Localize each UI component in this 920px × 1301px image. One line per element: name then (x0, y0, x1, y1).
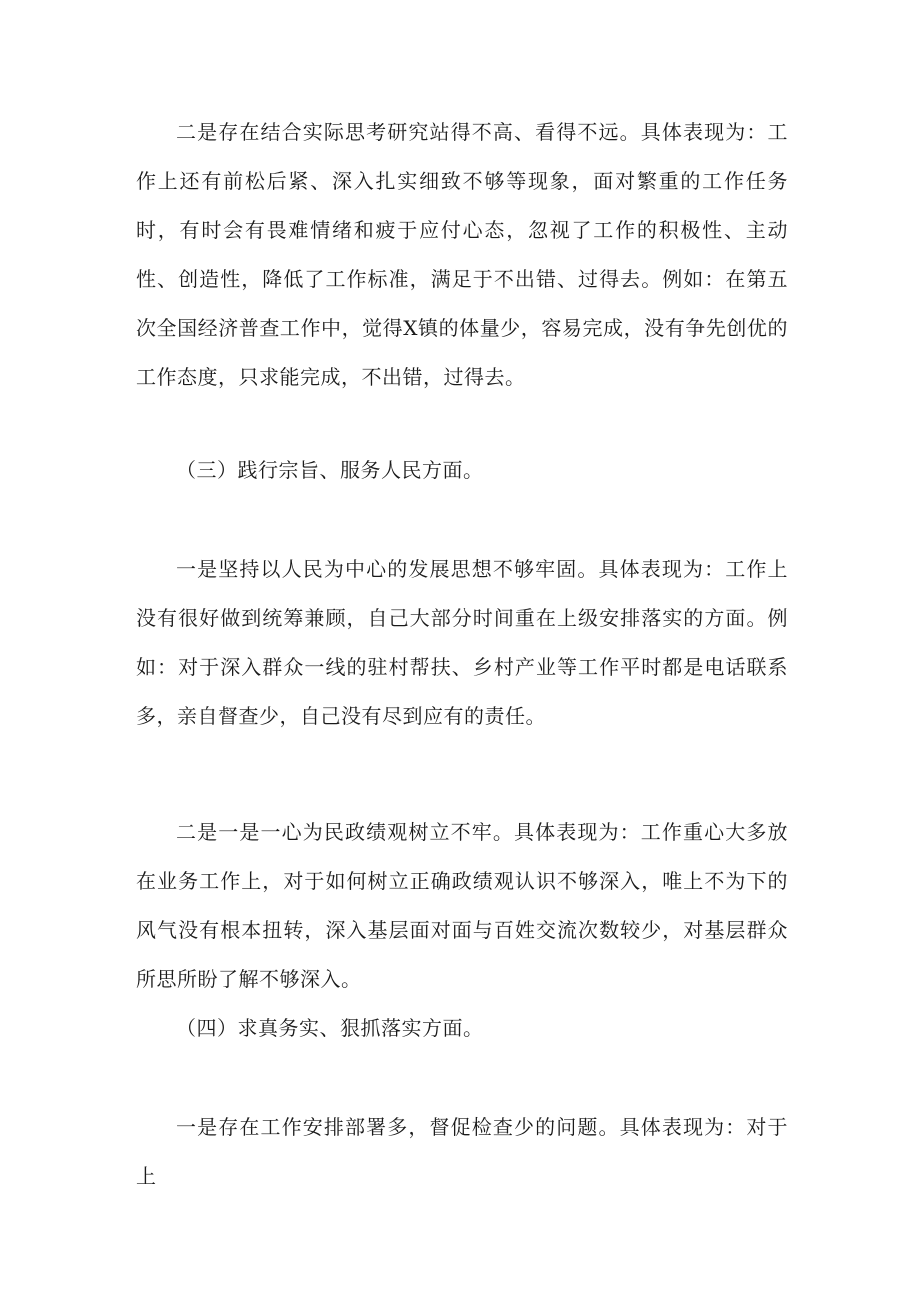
section-heading-pragmatic: （四）求真务实、狠抓落实方面。 (176, 1016, 484, 1040)
paragraph-work-arrangement: 一是存在工作安排部署多，督促检查少的问题。具体表现为：对于上 (136, 1115, 788, 1188)
paragraph-performance-view: 二是一是一心为民政绩观树立不牢。具体表现为：工作重心大多放在业务工作上，对于如何树立正确政绩观认识不够深入，唯上不为下的风气没有根本扭转，深入基层面对面与百姓交流次数较少，对基层群众所思所盼了解不够深入。 (136, 820, 788, 991)
paragraph-work-vision: 二是存在结合实际思考研究站得不高、看得不远。具体表现为：工作上还有前松后紧、深入扎实细致不够等现象，面对繁重的工作任务时，有时会有畏难情绪和疲于应付心态，忽视了工作的积极性、主动性、创造性，降低了工作标准，满足于不出错、过得去。例如：在第五次全国经济普查工作中，觉得X镇的体量少，容易完成，没有争先创优的工作态度，只求能完成，不出错，过得去。 (136, 120, 788, 389)
section-heading-serve-people: （三）践行宗旨、服务人民方面。 (176, 458, 484, 482)
paragraph-people-centered: 一是坚持以人民为中心的发展思想不够牢固。具体表现为：工作上没有很好做到统筹兼顾，自己大部分时间重在上级安排落实的方面。例如：对于深入群众一线的驻村帮扶、乡村产业等工作平时都是电话联系多，亲自督查少，自己没有尽到应有的责任。 (136, 557, 788, 728)
